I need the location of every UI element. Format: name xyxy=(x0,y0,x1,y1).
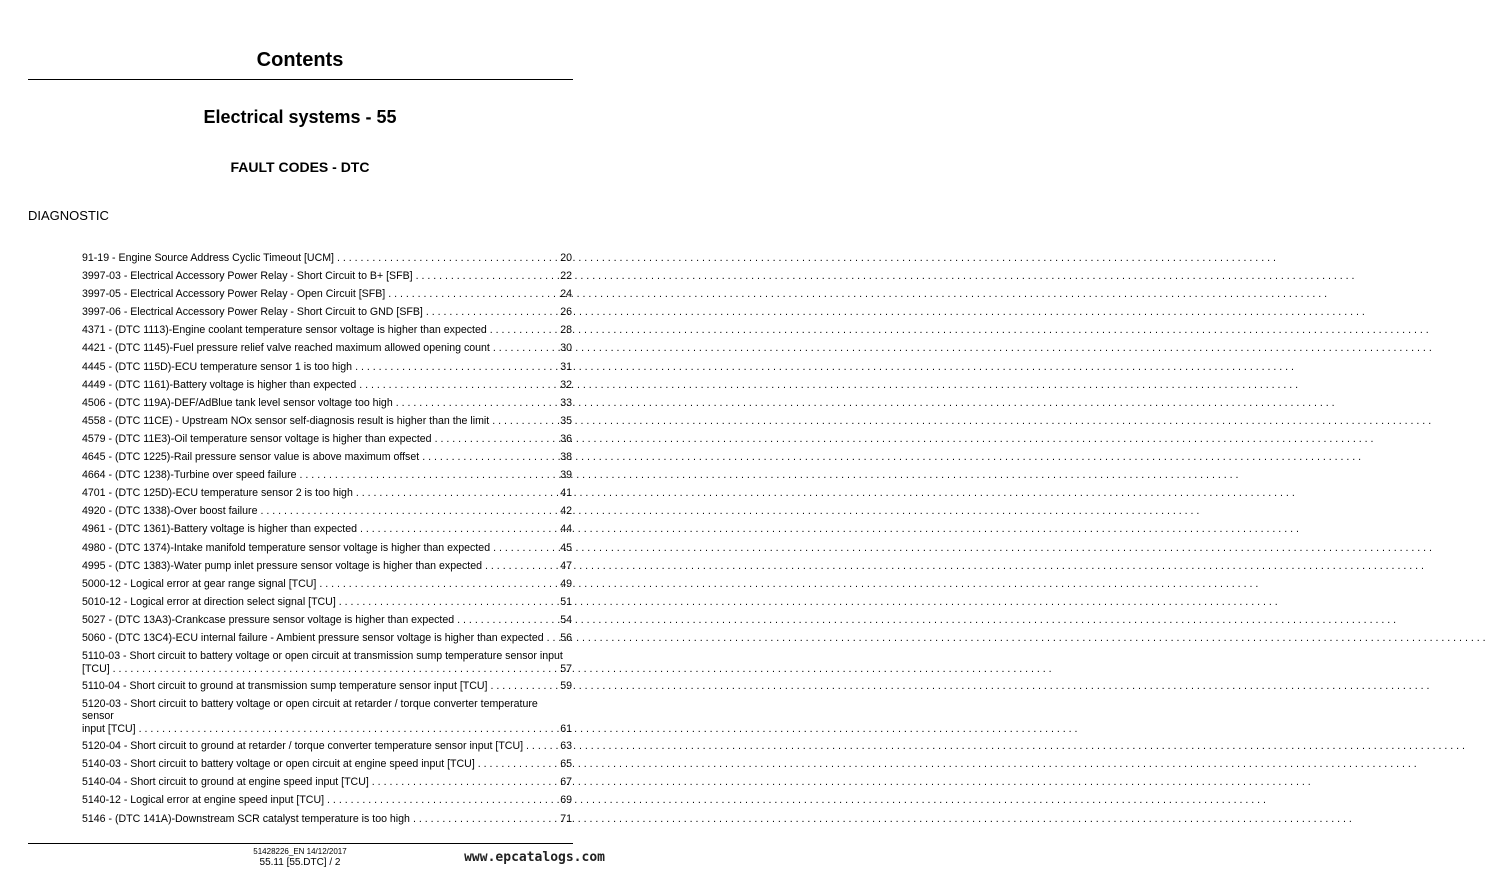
toc-entry[interactable] xyxy=(82,813,572,826)
toc-entry[interactable] xyxy=(82,794,572,807)
toc-entry[interactable] xyxy=(82,776,572,789)
toc-entry[interactable] xyxy=(82,415,572,428)
toc-entry-title: 4645 - (DTC 1225)-Rail pressure sensor value is above maximum offset xyxy=(82,451,420,464)
toc-page-number: 54 xyxy=(560,613,572,626)
toc-entry-title: 4506 - (DTC 119A)-DEF/AdBlue tank level sensor voltage too high xyxy=(82,396,393,409)
dot-leader xyxy=(359,379,557,392)
toc-entry[interactable] xyxy=(82,523,572,536)
toc-entry[interactable] xyxy=(82,614,572,627)
dot-leader xyxy=(360,523,557,536)
dot-leader xyxy=(337,252,557,265)
toc-entry[interactable] xyxy=(82,361,572,374)
toc-entry-title: 4371 - (DTC 1113)-Engine coolant temperature sensor voltage is higher than expected xyxy=(82,324,487,337)
toc-entry[interactable] xyxy=(82,596,572,609)
toc-page-number: 39 xyxy=(560,469,572,482)
toc-page-number: 38 xyxy=(560,451,572,464)
toc-entry-title: 5140-12 - Logical error at engine speed input [TCU] xyxy=(82,794,325,807)
dot-leader xyxy=(300,469,558,482)
dot-leader xyxy=(339,596,557,609)
toc-entry-title: 4961 - (DTC 1361)-Battery voltage is higher than expected xyxy=(82,523,357,536)
dot-leader xyxy=(485,560,557,573)
toc-entry-title: 4920 - (DTC 1338)-Over boost failure xyxy=(82,505,258,518)
toc-page-number: 20 xyxy=(560,252,572,264)
dot-leader xyxy=(355,361,557,374)
toc-entry[interactable] xyxy=(82,542,572,555)
toc-entry-title: 4558 - (DTC 11CE) - Upstream NOx sensor self-diagnosis result is higher than the limit xyxy=(82,414,490,427)
toc-entry[interactable] xyxy=(82,560,572,573)
toc-entry-title-continued: input [TCU] xyxy=(82,723,136,736)
watermark-text: www.epcatalogs.com xyxy=(464,850,605,865)
toc-entry-title: 5027 - (DTC 13A3)-Crankcase pressure sensor voltage is higher than expected xyxy=(82,613,455,626)
dot-leader xyxy=(372,776,557,789)
toc-entry-title: 3997-03 - Electrical Accessory Power Relay - Short Circuit to B+ [SFB] xyxy=(82,270,413,283)
dot-leader xyxy=(478,758,557,771)
toc-entry-title: 91-19 - Engine Source Address Cyclic Timeout [UCM] xyxy=(82,252,334,264)
dot-leader xyxy=(492,415,557,428)
toc-entry[interactable] xyxy=(82,324,572,337)
toc-page-number: 26 xyxy=(560,306,572,319)
toc-entry-title: 4449 - (DTC 1161)-Battery voltage is higher than expected xyxy=(82,378,357,391)
toc-entry[interactable] xyxy=(82,397,572,410)
toc-entry-title: 5146 - (DTC 141A)-Downstream SCR catalyst temperature is too high xyxy=(82,812,410,825)
toc-entry[interactable] xyxy=(82,288,572,301)
toc-entry[interactable] xyxy=(82,632,572,645)
toc-entry-title: 5010-12 - Logical error at direction select signal [TCU] xyxy=(82,595,336,608)
toc-entry-title: 4421 - (DTC 1145)-Fuel pressure relief valve reached maximum allowed opening count xyxy=(82,342,490,355)
toc-page-number: 61 xyxy=(560,723,572,736)
dot-leader xyxy=(413,813,557,826)
toc-page-number: 41 xyxy=(560,487,572,500)
toc-entry-title: 4995 - (DTC 1383)-Water pump inlet pressure sensor voltage is higher than expected xyxy=(82,559,483,572)
toc-entry-title: 5140-04 - Short circuit to ground at engine speed input [TCU] xyxy=(82,776,369,789)
dot-leader xyxy=(388,288,557,301)
toc-page-number: 36 xyxy=(560,432,572,445)
toc-page-number: 42 xyxy=(560,505,572,518)
table-of-contents xyxy=(82,252,572,831)
dot-leader xyxy=(547,632,558,645)
toc-page-number: 44 xyxy=(560,523,572,536)
dot-leader xyxy=(457,614,557,627)
toc-page-number: 33 xyxy=(560,396,572,409)
toc-entry[interactable] xyxy=(82,487,572,500)
toc-entry[interactable] xyxy=(82,505,572,518)
toc-entry-title-continued: [TCU] xyxy=(82,662,110,675)
toc-page-number: 35 xyxy=(560,414,572,427)
toc-entry[interactable] xyxy=(82,252,572,265)
dot-leader xyxy=(422,451,557,464)
dot-leader xyxy=(396,397,557,410)
toc-page-number: 28 xyxy=(560,324,572,337)
toc-entry[interactable] xyxy=(82,758,572,771)
toc-page-number: 51 xyxy=(560,595,572,608)
toc-page-number: 49 xyxy=(560,577,572,590)
toc-page-number: 45 xyxy=(560,541,572,554)
dot-leader xyxy=(113,663,558,676)
chapter-heading: DIAGNOSTIC xyxy=(28,208,109,223)
toc-entry[interactable] xyxy=(82,342,572,355)
toc-page-number: 32 xyxy=(560,378,572,391)
dot-leader xyxy=(426,306,557,319)
footer-divider xyxy=(28,843,573,844)
dot-leader xyxy=(356,487,557,500)
toc-page-number: 22 xyxy=(560,270,572,283)
dot-leader xyxy=(493,542,557,555)
toc-page-number: 63 xyxy=(560,740,572,753)
dot-leader xyxy=(493,342,557,355)
toc-entry-title: 5120-03 - Short circuit to battery voltage or open circuit at retarder / torque converter temperature sensor xyxy=(82,697,538,723)
dot-leader xyxy=(491,680,558,693)
toc-page-number: 59 xyxy=(560,679,572,692)
toc-page-number: 57 xyxy=(560,662,572,675)
toc-entry[interactable] xyxy=(82,451,572,464)
toc-entry-title: 4664 - (DTC 1238)-Turbine over speed failure xyxy=(82,469,297,482)
toc-entry-title: 5110-04 - Short circuit to ground at transmission sump temperature sensor input [TCU] xyxy=(82,679,488,692)
toc-page-number: 47 xyxy=(560,559,572,572)
toc-page-number: 56 xyxy=(560,631,572,644)
toc-page-number: 67 xyxy=(560,776,572,789)
toc-page-number: 71 xyxy=(560,812,572,825)
dot-leader xyxy=(260,505,557,518)
toc-entry-title: 4579 - (DTC 11E3)-Oil temperature sensor voltage is higher than expected xyxy=(82,432,432,445)
toc-entry-title: 5060 - (DTC 13C4)-ECU internal failure - Ambient pressure sensor voltage is higher than expected xyxy=(82,631,544,644)
toc-entry-title: 5110-03 - Short circuit to battery voltage or open circuit at transmission sump temperature sensor input xyxy=(82,650,563,663)
toc-entry-title: 3997-06 - Electrical Accessory Power Relay - Short Circuit to GND [SFB] xyxy=(82,306,423,319)
toc-entry-title: 5000-12 - Logical error at gear range signal [TCU] xyxy=(82,577,317,590)
subsection-title: FAULT CODES - DTC xyxy=(230,159,370,175)
toc-page-number: 69 xyxy=(560,794,572,807)
toc-entry[interactable] xyxy=(82,650,572,675)
dot-leader xyxy=(139,723,558,736)
toc-entry[interactable] xyxy=(82,379,572,392)
toc-entry[interactable] xyxy=(82,698,572,736)
toc-entry[interactable] xyxy=(82,270,572,283)
toc-entry-title: 4980 - (DTC 1374)-Intake manifold temperature sensor voltage is higher than expected xyxy=(82,541,491,554)
page-title: Contents xyxy=(256,49,344,71)
toc-entry-title: 5140-03 - Short circuit to battery voltage or open circuit at engine speed input [TCU] xyxy=(82,758,475,771)
toc-page-number: 30 xyxy=(560,342,572,355)
dot-leader xyxy=(490,324,557,337)
toc-entry-title: 4445 - (DTC 115D)-ECU temperature sensor 1 is too high xyxy=(82,360,353,373)
toc-entry-title: 3997-05 - Electrical Accessory Power Relay - Open Circuit [SFB] xyxy=(82,288,386,301)
toc-entry[interactable] xyxy=(82,469,572,482)
section-title: Electrical systems - 55 xyxy=(203,107,397,127)
toc-entry[interactable] xyxy=(82,306,572,319)
toc-entry-title: 4701 - (DTC 125D)-ECU temperature sensor 2 is too high xyxy=(82,487,353,500)
toc-entry[interactable] xyxy=(82,578,572,591)
document-reference: 51428226_EN 14/12/2017 xyxy=(253,847,347,856)
toc-entry-title: 5120-04 - Short circuit to ground at retarder / torque converter temperature sensor input [TCU] xyxy=(82,740,524,753)
page-reference: 55.11 [55.DTC] / 2 xyxy=(259,857,341,868)
dot-leader xyxy=(526,740,557,753)
dot-leader xyxy=(416,270,558,283)
toc-entry[interactable] xyxy=(82,680,572,693)
toc-page-number: 31 xyxy=(560,360,572,373)
dot-leader xyxy=(327,794,557,807)
toc-page-number: 24 xyxy=(560,288,572,301)
toc-entry[interactable] xyxy=(82,740,572,753)
dot-leader xyxy=(319,578,557,591)
dot-leader xyxy=(435,433,558,446)
toc-entry[interactable] xyxy=(82,433,572,446)
title-divider xyxy=(28,79,573,80)
toc-page-number: 65 xyxy=(560,758,572,771)
